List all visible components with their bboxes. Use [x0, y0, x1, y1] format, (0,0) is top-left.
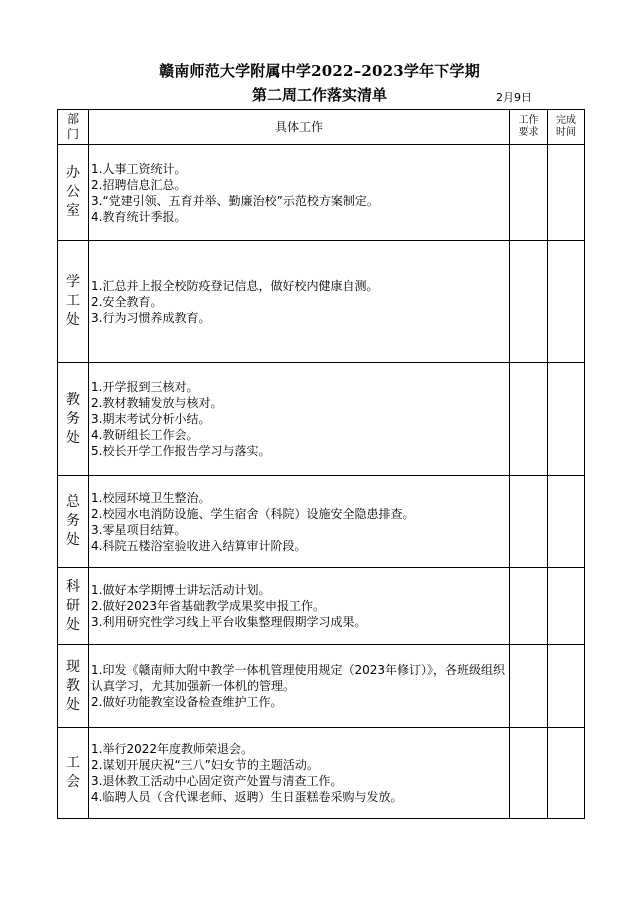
- task-item: 3.期末考试分析小结。: [91, 412, 211, 426]
- task-item: 1.印发《赣南师大附中教学一体机管理使用规定（2023年修订）》，各班级组织认真学习，尤其加强新一体机的管理。: [91, 663, 505, 693]
- task-item: 4.教育统计季报。: [91, 209, 187, 224]
- task-item: 2.谋划开展庆祝“三八”妇女节的主题活动。: [91, 758, 319, 772]
- tasks-cell: [89, 476, 510, 568]
- dept-char: 公: [66, 184, 80, 200]
- dept-char: 处: [66, 312, 80, 328]
- dept-char: 研: [66, 597, 80, 614]
- task-item: 2.招聘信息汇总。: [91, 177, 187, 192]
- task-item: 4.科院五楼浴室验收进入结算审计阶段。: [91, 538, 307, 553]
- dept-cell: [58, 363, 89, 476]
- dept-char: 教: [66, 677, 80, 694]
- dept-name: [58, 493, 88, 550]
- document-date: 2月9日: [496, 91, 532, 104]
- dept-char: 总: [66, 494, 80, 510]
- header-dept-char: 部: [66, 112, 79, 126]
- task-item: 2.教材教辅发放与核对。: [91, 396, 223, 410]
- requirement-cell: [510, 728, 548, 819]
- task-item: 3.利用研究性学习线上平台收集整理假期学习成果。: [91, 615, 367, 629]
- requirement-cell: [510, 476, 548, 568]
- requirement-cell: [510, 645, 548, 728]
- task-item: 1.人事工资统计。: [91, 161, 187, 176]
- dept-name: [58, 658, 88, 715]
- document-subtitle: 第二周工作落实清单: [251, 86, 387, 104]
- header-work: 具体工作: [89, 110, 510, 145]
- header-requirement-part: 要求: [518, 127, 539, 138]
- task-item: 1.校园环境卫生整治。: [91, 490, 211, 505]
- header-dept: [58, 110, 89, 145]
- header-requirement: [510, 110, 548, 145]
- completion-cell: [548, 363, 585, 476]
- task-item: 4.临聘人员（含代课老师、返聘）生日蛋糕卷采购与发放。: [91, 790, 403, 804]
- completion-cell: [548, 645, 585, 728]
- completion-cell: [548, 145, 585, 241]
- table-row: [58, 476, 585, 568]
- dept-cell: [58, 476, 89, 568]
- tasks-cell: [89, 645, 510, 728]
- requirement-cell: [510, 241, 548, 363]
- completion-cell: [548, 728, 585, 819]
- header-requirement-part: 工作: [518, 115, 539, 126]
- task-item: 3.零星项目结算。: [91, 522, 187, 537]
- dept-char: 室: [66, 203, 80, 219]
- table-row: [58, 145, 585, 241]
- dept-char: 工: [66, 755, 80, 771]
- task-item: 3.行为习惯养成教育。: [91, 310, 211, 325]
- completion-cell: [548, 476, 585, 568]
- task-item: 1.做好本学期博士讲坛活动计划。: [91, 583, 271, 597]
- table-row: [58, 568, 585, 645]
- task-item: 2.做好功能教室设备检查维护工作。: [91, 695, 283, 709]
- dept-char: 务: [66, 513, 80, 529]
- dept-cell: [58, 645, 89, 728]
- tasks-cell: [89, 145, 510, 241]
- completion-cell: [548, 241, 585, 363]
- table-header-row: [58, 110, 585, 145]
- table-body: [58, 145, 585, 819]
- dept-cell: [58, 568, 89, 645]
- table-row: [58, 241, 585, 363]
- header-completion-part: 时间: [556, 127, 576, 138]
- task-item: 3.“党建引领、五育并举、勤廉治校”示范校方案制定。: [91, 193, 379, 208]
- task-item: 5.校长开学工作报告学习与落实。: [91, 444, 271, 458]
- dept-char: 处: [66, 616, 80, 633]
- task-item: 2.做好2023年省基础教学成果奖申报工作。: [91, 599, 325, 613]
- table-row: [58, 363, 585, 476]
- requirement-cell: [510, 363, 548, 476]
- task-item: 1.汇总并上报全校防疫登记信息，做好校内健康自测。: [91, 278, 379, 293]
- dept-cell: [58, 241, 89, 363]
- dept-cell: [58, 728, 89, 819]
- task-item: 1.举行2022年度教师荣退会。: [91, 742, 253, 756]
- dept-name: [58, 578, 88, 635]
- dept-char: 工: [66, 293, 80, 309]
- dept-cell: [58, 145, 89, 241]
- dept-char: 处: [66, 429, 80, 446]
- document-title: 赣南师范大学附属中学2022–2023学年下学期: [159, 62, 480, 80]
- dept-name: [58, 391, 88, 448]
- table-row: [58, 645, 585, 728]
- task-item: 4.教研组长工作会。: [91, 428, 199, 442]
- dept-char: 会: [66, 774, 80, 790]
- requirement-cell: [510, 145, 548, 241]
- dept-name: [58, 164, 88, 221]
- dept-char: 处: [66, 532, 80, 548]
- task-item: 2.校园水电消防设施、学生宿舍（科院）设施安全隐患排查。: [91, 506, 415, 521]
- dept-char: 办: [66, 165, 80, 181]
- task-item: 2.安全教育。: [91, 294, 163, 309]
- dept-char: 科: [66, 578, 80, 595]
- header-completion-part: 完成: [556, 115, 576, 126]
- tasks-cell: [89, 568, 510, 645]
- requirement-cell: [510, 568, 548, 645]
- tasks-cell: [89, 363, 510, 476]
- tasks-cell: [89, 241, 510, 363]
- work-list-table: [57, 109, 585, 819]
- dept-name: [58, 754, 88, 792]
- header-completion: [548, 110, 585, 145]
- dept-char: 现: [66, 658, 80, 675]
- tasks-cell: [89, 728, 510, 819]
- header-dept-char: 门: [66, 127, 79, 141]
- dept-char: 处: [66, 696, 80, 713]
- completion-cell: [548, 568, 585, 645]
- task-item: 3.退休教工活动中心固定资产处置与清查工作。: [91, 774, 343, 788]
- table-row: [58, 728, 585, 819]
- task-item: 1.开学报到三核对。: [91, 380, 199, 394]
- dept-char: 务: [66, 410, 80, 427]
- dept-char: 学: [66, 274, 80, 290]
- dept-name: [58, 273, 88, 330]
- dept-char: 教: [66, 391, 80, 408]
